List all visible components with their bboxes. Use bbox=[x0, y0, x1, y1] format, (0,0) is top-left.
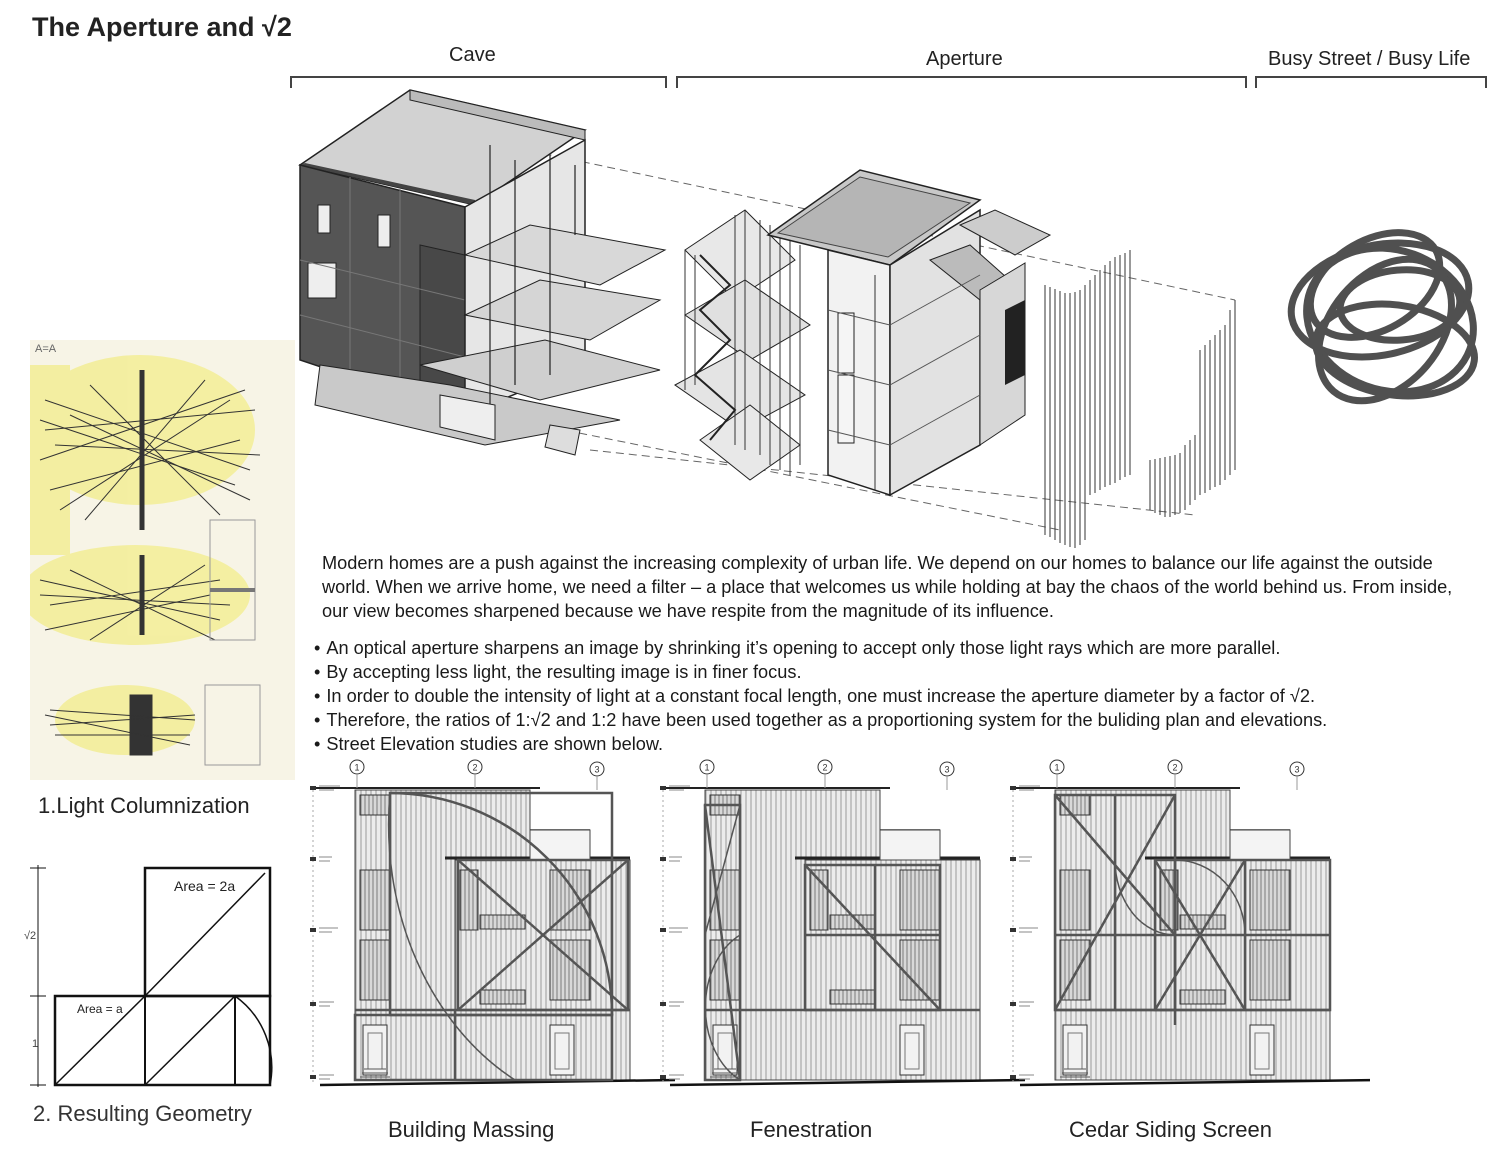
bullet-item: • Therefore, the ratios of 1:√2 and 1:2 have been used together as a proportioning system for the buliding plan and elevations. bbox=[314, 708, 1327, 732]
dim-sqrt2: √2 bbox=[24, 930, 37, 942]
sketch-corner-note: A=A bbox=[35, 343, 57, 355]
elevation-cedar-siding-screen bbox=[1010, 760, 1370, 1085]
section-label-busy-street: Busy Street / Busy Life bbox=[1268, 48, 1471, 70]
bracket-busy-street bbox=[1256, 77, 1486, 88]
exploded-axonometric bbox=[290, 85, 1260, 555]
cave-house-mass bbox=[300, 90, 665, 455]
elevation-caption-fenestration: Fenestration bbox=[750, 1117, 873, 1142]
label-area-a: Area = a bbox=[77, 1002, 123, 1016]
elevation-building-massing bbox=[310, 760, 675, 1085]
page-title: The Aperture and √2 bbox=[32, 12, 292, 42]
bullet-list bbox=[314, 636, 1327, 756]
bullet-item: • By accepting less light, the resulting image is in finer focus. bbox=[314, 660, 1327, 684]
elevation-caption-building-massing: Building Massing bbox=[388, 1117, 555, 1142]
geometry-caption: 2. Resulting Geometry bbox=[33, 1101, 252, 1126]
elevation-caption-cedar-siding-screen: Cedar Siding Screen bbox=[1069, 1117, 1273, 1142]
resulting-geometry-diagram bbox=[20, 855, 280, 1095]
section-label-cave: Cave bbox=[449, 44, 496, 66]
bullet-item: • Street Elevation studies are shown below. bbox=[314, 732, 1327, 756]
intro-paragraph: Modern homes are a push against the increasing complexity of urban life. We depend on our homes to balance our life against the outside world. When we arrive home, we need a filter – a place that welcomes us while holding at bay the chaos of the world behind us. From inside, our view becomes sharpened because we have respite from the magnitude of its influence. bbox=[322, 553, 1453, 621]
aperture-cedar-screens bbox=[1045, 250, 1235, 548]
aperture-stair bbox=[675, 210, 810, 480]
bullet-item: • An optical aperture sharpens an image by shrinking it’s opening to accept only those light rays which are more parallel. bbox=[314, 636, 1327, 660]
light-columnization-sketch bbox=[30, 340, 295, 780]
section-label-aperture: Aperture bbox=[926, 48, 1003, 70]
street-elevations bbox=[300, 755, 1370, 1100]
aperture-frame-building bbox=[768, 170, 1050, 495]
busy-street-scribble bbox=[1280, 210, 1495, 430]
bullet-item: • In order to double the intensity of light at a constant focal length, one must increase the aperture diameter by a factor of √2. bbox=[314, 684, 1327, 708]
label-area-2a: Area = 2a bbox=[174, 878, 236, 894]
elevation-fenestration bbox=[660, 760, 1025, 1085]
dim-1: 1 bbox=[32, 1038, 39, 1050]
sketch-caption: 1.Light Columnization bbox=[38, 793, 250, 818]
